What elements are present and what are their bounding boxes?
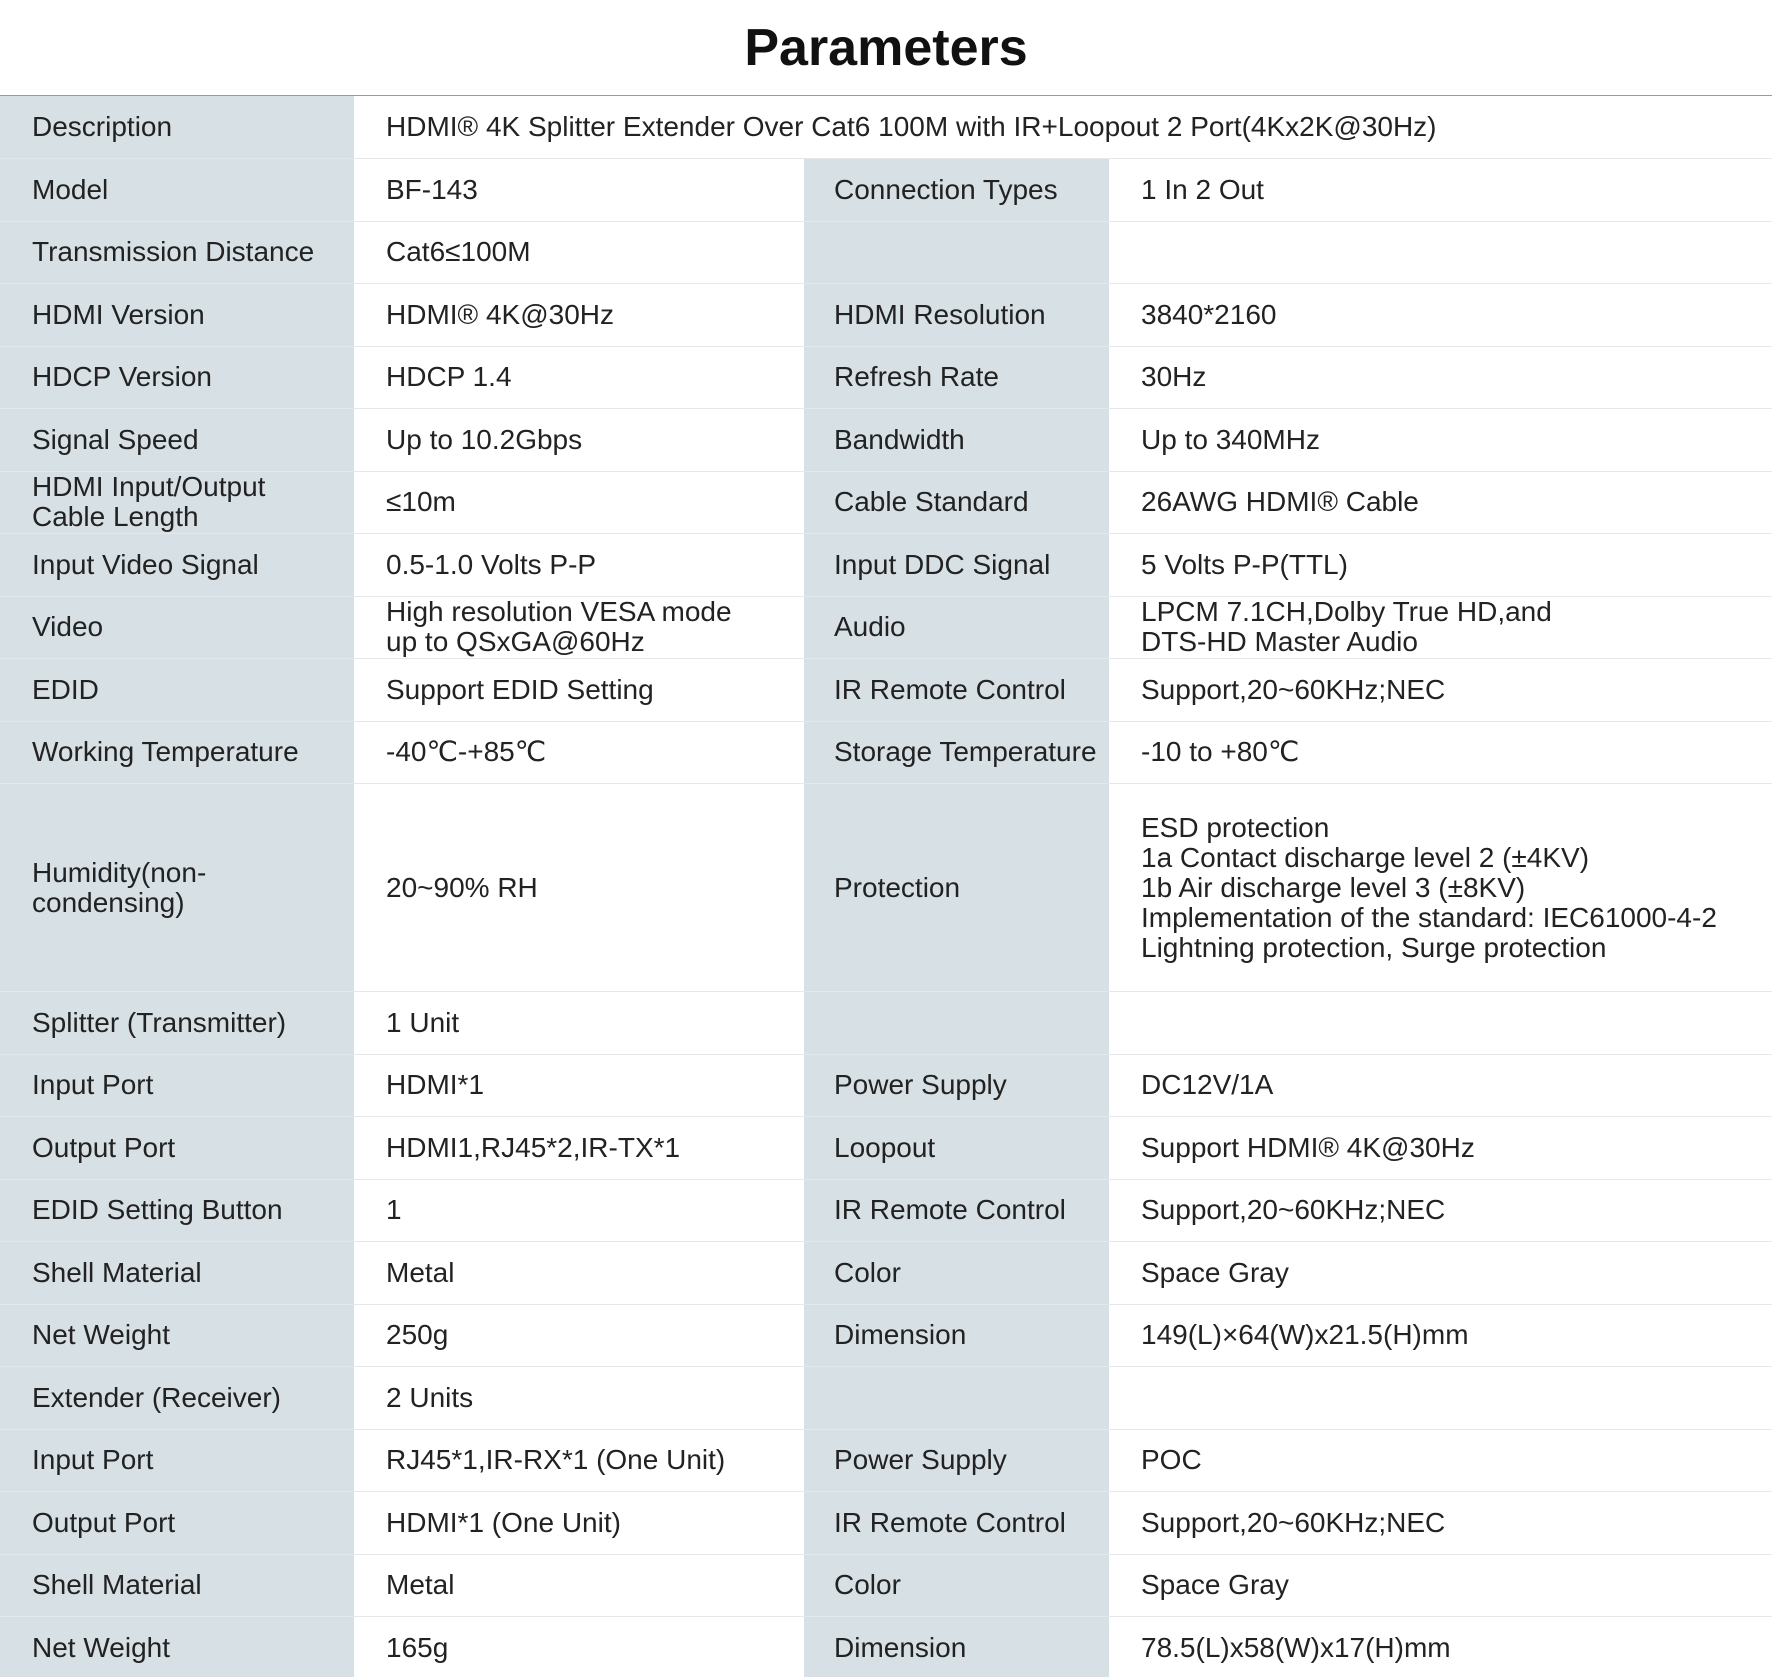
param-value: Space Gray <box>1109 1242 1772 1305</box>
table-row <box>0 1492 1772 1555</box>
param-value: 20~90% RH <box>354 784 804 992</box>
param-value: 30Hz <box>1109 346 1772 409</box>
param-label: Humidity(non-condensing) <box>0 784 354 992</box>
table-row <box>0 1617 1772 1677</box>
param-label: Splitter (Transmitter) <box>0 992 354 1055</box>
param-value: High resolution VESA mode up to QSxGA@60Hz <box>354 596 804 659</box>
param-value <box>1109 221 1772 284</box>
param-value: HDMI® 4K Splitter Extender Over Cat6 100M with IR+Loopout 2 Port(4Kx2K@30Hz) <box>354 96 1772 159</box>
param-label: HDMI Version <box>0 284 354 347</box>
param-value: Support,20~60KHz;NEC <box>1109 659 1772 722</box>
param-value: 1 Unit <box>354 992 804 1055</box>
param-label: EDID <box>0 659 354 722</box>
param-value: 2 Units <box>354 1367 804 1430</box>
param-label: IR Remote Control <box>804 1179 1109 1242</box>
table-row <box>0 992 1772 1055</box>
param-label: HDCP Version <box>0 346 354 409</box>
table-row <box>0 1554 1772 1617</box>
param-label: Audio <box>804 596 1109 659</box>
table-row <box>0 221 1772 284</box>
table-row <box>0 96 1772 159</box>
param-label: HDMI Resolution <box>804 284 1109 347</box>
table-row <box>0 534 1772 597</box>
param-value: 26AWG HDMI® Cable <box>1109 471 1772 534</box>
param-label <box>804 221 1109 284</box>
param-value <box>1109 992 1772 1055</box>
param-label: Power Supply <box>804 1054 1109 1117</box>
table-row <box>0 596 1772 659</box>
param-value: HDMI*1 <box>354 1054 804 1117</box>
param-label: Model <box>0 159 354 222</box>
table-row <box>0 659 1772 722</box>
param-label: Description <box>0 96 354 159</box>
table-row <box>0 1304 1772 1367</box>
param-label: Shell Material <box>0 1242 354 1305</box>
param-value: RJ45*1,IR-RX*1 (One Unit) <box>354 1429 804 1492</box>
param-label: Input Video Signal <box>0 534 354 597</box>
table-row <box>0 721 1772 784</box>
param-value: HDMI1,RJ45*2,IR-TX*1 <box>354 1117 804 1180</box>
param-label: Storage Temperature <box>804 721 1109 784</box>
param-label: Color <box>804 1554 1109 1617</box>
table-row <box>0 346 1772 409</box>
param-label: IR Remote Control <box>804 1492 1109 1555</box>
param-label: Dimension <box>804 1304 1109 1367</box>
param-label: Net Weight <box>0 1617 354 1677</box>
param-value: HDMI*1 (One Unit) <box>354 1492 804 1555</box>
param-value: -10 to +80℃ <box>1109 721 1772 784</box>
table-row <box>0 284 1772 347</box>
param-value: HDCP 1.4 <box>354 346 804 409</box>
param-label: Output Port <box>0 1117 354 1180</box>
parameters-table <box>0 96 1772 1677</box>
param-value: 0.5-1.0 Volts P-P <box>354 534 804 597</box>
param-label: Shell Material <box>0 1554 354 1617</box>
param-label: Input Port <box>0 1429 354 1492</box>
param-value: BF-143 <box>354 159 804 222</box>
table-row <box>0 159 1772 222</box>
param-value: ESD protection 1a Contact discharge level 2 (±4KV) 1b Air discharge level 3 (±8KV) Implementation of the standard: IEC61000-4-2 Lightning protection, Surge protection <box>1109 784 1772 992</box>
param-value: Space Gray <box>1109 1554 1772 1617</box>
param-label: Dimension <box>804 1617 1109 1677</box>
table-row <box>0 409 1772 472</box>
param-value: Support,20~60KHz;NEC <box>1109 1179 1772 1242</box>
table-row <box>0 1179 1772 1242</box>
param-value: Metal <box>354 1554 804 1617</box>
param-label: IR Remote Control <box>804 659 1109 722</box>
param-value: LPCM 7.1CH,Dolby True HD,and DTS-HD Master Audio <box>1109 596 1772 659</box>
param-label: Input Port <box>0 1054 354 1117</box>
param-label: Protection <box>804 784 1109 992</box>
param-value: Cat6≤100M <box>354 221 804 284</box>
param-value: 149(L)×64(W)x21.5(H)mm <box>1109 1304 1772 1367</box>
param-value: 3840*2160 <box>1109 284 1772 347</box>
table-row <box>0 471 1772 534</box>
param-label: EDID Setting Button <box>0 1179 354 1242</box>
param-label: Video <box>0 596 354 659</box>
param-value: Support HDMI® 4K@30Hz <box>1109 1117 1772 1180</box>
param-value: Up to 340MHz <box>1109 409 1772 472</box>
param-label: Loopout <box>804 1117 1109 1180</box>
param-value: 250g <box>354 1304 804 1367</box>
param-label: Connection Types <box>804 159 1109 222</box>
param-label: Signal Speed <box>0 409 354 472</box>
param-value: Support EDID Setting <box>354 659 804 722</box>
param-value: HDMI® 4K@30Hz <box>354 284 804 347</box>
param-value: Support,20~60KHz;NEC <box>1109 1492 1772 1555</box>
param-label: Refresh Rate <box>804 346 1109 409</box>
param-label: Bandwidth <box>804 409 1109 472</box>
param-label: Output Port <box>0 1492 354 1555</box>
param-value: POC <box>1109 1429 1772 1492</box>
param-label: Input DDC Signal <box>804 534 1109 597</box>
table-row <box>0 1429 1772 1492</box>
param-value: -40℃-+85℃ <box>354 721 804 784</box>
param-label: HDMI Input/Output Cable Length <box>0 471 354 534</box>
param-label: Working Temperature <box>0 721 354 784</box>
param-value <box>1109 1367 1772 1430</box>
param-label: Extender (Receiver) <box>0 1367 354 1430</box>
param-label: Transmission Distance <box>0 221 354 284</box>
table-row <box>0 1054 1772 1117</box>
param-label: Color <box>804 1242 1109 1305</box>
param-label: Power Supply <box>804 1429 1109 1492</box>
param-label: Cable Standard <box>804 471 1109 534</box>
param-label <box>804 992 1109 1055</box>
page-title: Parameters <box>0 0 1772 96</box>
param-label: Net Weight <box>0 1304 354 1367</box>
table-row <box>0 1367 1772 1430</box>
param-value: 78.5(L)x58(W)x17(H)mm <box>1109 1617 1772 1677</box>
table-row <box>0 784 1772 992</box>
param-value: 165g <box>354 1617 804 1677</box>
param-value: 1 <box>354 1179 804 1242</box>
param-value: ≤10m <box>354 471 804 534</box>
param-value: Metal <box>354 1242 804 1305</box>
table-row <box>0 1242 1772 1305</box>
param-label <box>804 1367 1109 1430</box>
table-row <box>0 1117 1772 1180</box>
param-value: 5 Volts P-P(TTL) <box>1109 534 1772 597</box>
parameters-table-body <box>0 96 1772 1677</box>
param-value: 1 In 2 Out <box>1109 159 1772 222</box>
param-value: DC12V/1A <box>1109 1054 1772 1117</box>
param-value: Up to 10.2Gbps <box>354 409 804 472</box>
